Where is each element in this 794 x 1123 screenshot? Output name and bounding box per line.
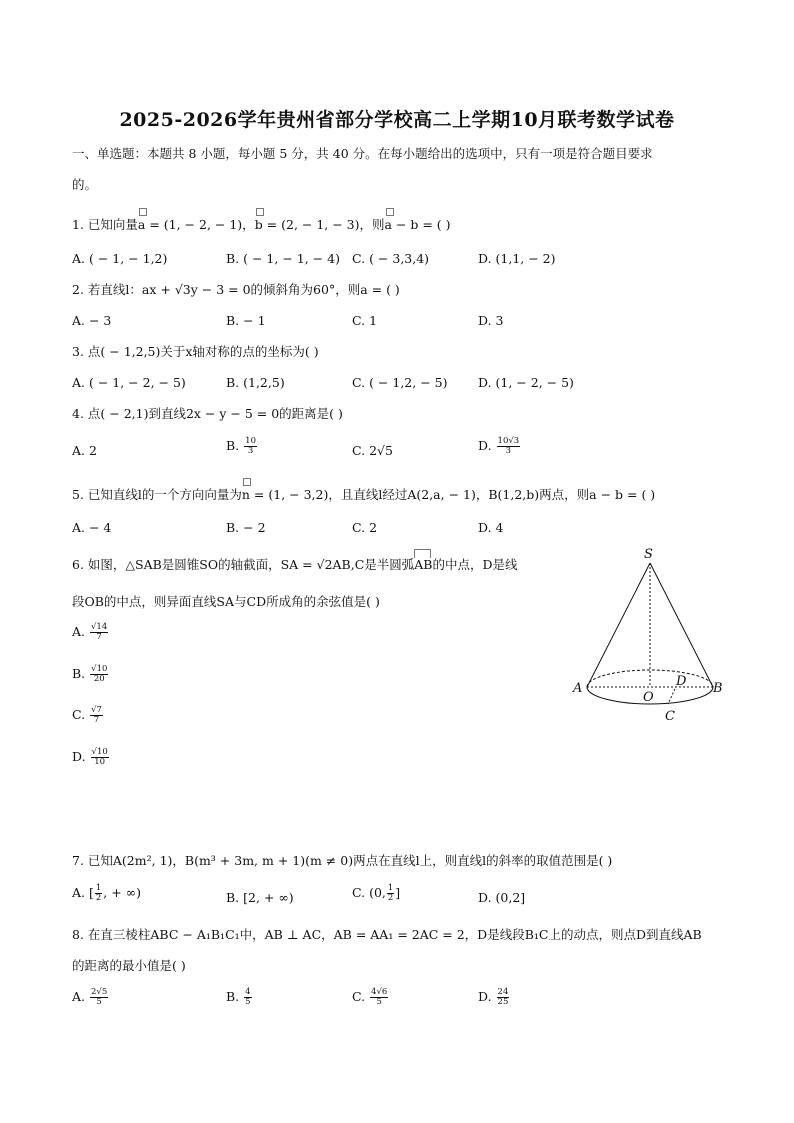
- q1-option-b: B. ( − 1, − 1, − 4): [226, 251, 340, 266]
- question-1-stem: [72, 217, 451, 233]
- q1-option-a: A. ( − 1, − 1,2): [72, 251, 168, 266]
- label-d: D: [676, 674, 687, 689]
- q7-a-fraction: $\frac{1}{2}$: [95, 883, 102, 903]
- question-5-stem: 5. 已知直线l的一个方向向量为 n = (1, − 3,2)，且直线l经过A(2,a, − 1)，B(1,2,b)两点，则a − b = ( ): [72, 487, 655, 503]
- q6-option-b: B. $\frac{√10}{20}$: [72, 664, 108, 684]
- q4-option-c: C. 2√5: [352, 443, 393, 458]
- vector-difference: a − b = ( ): [385, 217, 451, 233]
- label-s: S: [644, 547, 653, 562]
- q4-option-b: B. $\frac{10}{3}$: [226, 436, 256, 456]
- q3-option-c: C. ( − 1,2, − 5): [352, 375, 448, 390]
- q7-option-d: D. (0,2]: [478, 890, 526, 905]
- q8-option-d: D. $\frac{24}{25}$: [478, 987, 509, 1007]
- q4-option-d: D. $\frac{10√3}{3}$: [478, 436, 520, 456]
- q6-option-d: D. $\frac{√10}{10}$: [72, 747, 108, 767]
- question-8-stem-line2: 的距离的最小值是( ): [72, 958, 186, 973]
- q8-b-fraction: $\frac{4}{5}$: [245, 987, 251, 1007]
- q2-option-c: C. 1: [352, 313, 378, 328]
- line-cd: [668, 689, 675, 704]
- q5-option-b: B. − 2: [226, 520, 266, 535]
- q7-option-c: C. (0, $\frac{1}{2}$ ]: [352, 883, 401, 903]
- vector-b: b = (2, − 1, − 3)，则: [255, 217, 385, 233]
- q1-option-c: C. ( − 3,3,4): [352, 251, 430, 266]
- q8-d-fraction: $\frac{24}{25}$: [497, 987, 509, 1007]
- q3-option-d: D. (1, − 2, − 5): [478, 375, 574, 390]
- q6-d-fraction: $\frac{√10}{10}$: [91, 747, 108, 767]
- q2-option-b: B. − 1: [226, 313, 266, 328]
- q1-prefix: 1. 已知向量: [72, 217, 138, 232]
- q5-option-d: D. 4: [478, 520, 504, 535]
- q5-option-a: A. − 4: [72, 520, 112, 535]
- q7-option-a: A. [ $\frac{1}{2}$ , + ∞): [72, 883, 141, 903]
- section-instructions-line1: 一、单选题：本题共 8 小题，每小题 5 分，共 40 分。在每小题给出的选项中，只有一项是符合题目要求: [72, 146, 653, 161]
- q8-c-fraction: $\frac{4√6}{5}$: [371, 987, 388, 1007]
- q7-option-b: B. [2, + ∞): [226, 890, 294, 905]
- q2-option-d: D. 3: [478, 313, 504, 328]
- line-sb: [650, 563, 713, 687]
- q6-c-fraction: $\frac{√7}{7}$: [91, 705, 102, 725]
- vector-a: a = (1, − 2, − 1)，: [138, 217, 255, 233]
- q8-option-b: B. $\frac{4}{5}$: [226, 987, 251, 1007]
- question-6-stem-line1: 6. 如图，△SAB是圆锥SO的轴截面，SA = √2AB,C是半圆弧 AB的中点，D是线: [72, 557, 518, 573]
- q3-option-a: A. ( − 1, − 2, − 5): [72, 375, 186, 390]
- section-instructions-line2: 的。: [72, 177, 98, 192]
- arc-ab: AB: [414, 557, 432, 573]
- q4-d-fraction: $\frac{10√3}{3}$: [497, 436, 520, 456]
- label-o: O: [643, 690, 654, 705]
- vector-n: n = (1, − 3,2)，且直线l经过A(2,a, − 1)，B(1,2,b)两点，则a − b = ( ): [242, 487, 655, 503]
- q1-option-d: D. (1,1, − 2): [478, 251, 556, 266]
- q7-c-fraction: $\frac{1}{2}$: [387, 883, 394, 903]
- q6-option-c: C. $\frac{√7}{7}$: [72, 705, 102, 725]
- page-title: 2025-2026学年贵州省部分学校高二上学期10月联考数学试卷: [119, 109, 675, 131]
- label-b: B: [713, 681, 723, 696]
- q2-option-a: A. − 3: [72, 313, 112, 328]
- label-c: C: [665, 709, 675, 724]
- line-sa: [587, 563, 650, 687]
- q8-option-a: A. $\frac{2√5}{5}$: [72, 987, 108, 1007]
- question-8-stem-line1: 8. 在直三棱柱ABC − A₁B₁C₁中，AB ⊥ AC，AB = AA₁ = 2AC = 2，D是线段B₁C上的动点，则点D到直线AB: [72, 927, 702, 942]
- q8-option-c: C. $\frac{4√6}{5}$: [352, 987, 388, 1007]
- cone-figure: [565, 545, 735, 730]
- q3-option-b: B. (1,2,5): [226, 375, 285, 390]
- question-6-stem-line2: 段OB的中点，则异面直线SA与CD所成角的余弦值是( ): [72, 594, 380, 609]
- q6-a-fraction: $\frac{√14}{7}$: [91, 622, 108, 642]
- q6-option-a: A. $\frac{√14}{7}$: [72, 622, 108, 642]
- question-2-stem: 2. 若直线l：ax + √3y − 3 = 0的倾斜角为60°，则a = ( ): [72, 282, 400, 297]
- label-a: A: [573, 681, 583, 696]
- q4-option-a: A. 2: [72, 443, 97, 458]
- q4-b-fraction: $\frac{10}{3}$: [245, 436, 256, 456]
- question-4-stem: 4. 点( − 2,1)到直线2x − y − 5 = 0的距离是( ): [72, 406, 343, 421]
- q8-a-fraction: $\frac{2√5}{5}$: [91, 987, 108, 1007]
- q5-option-c: C. 2: [352, 520, 378, 535]
- q6-b-fraction: $\frac{√10}{20}$: [91, 664, 108, 684]
- question-3-stem: 3. 点( − 1,2,5)关于x轴对称的点的坐标为( ): [72, 344, 319, 359]
- question-7-stem: 7. 已知A(2m², 1)，B(m³ + 3m, m + 1)(m ≠ 0)两点在直线l上，则直线l的斜率的取值范围是( ): [72, 853, 613, 868]
